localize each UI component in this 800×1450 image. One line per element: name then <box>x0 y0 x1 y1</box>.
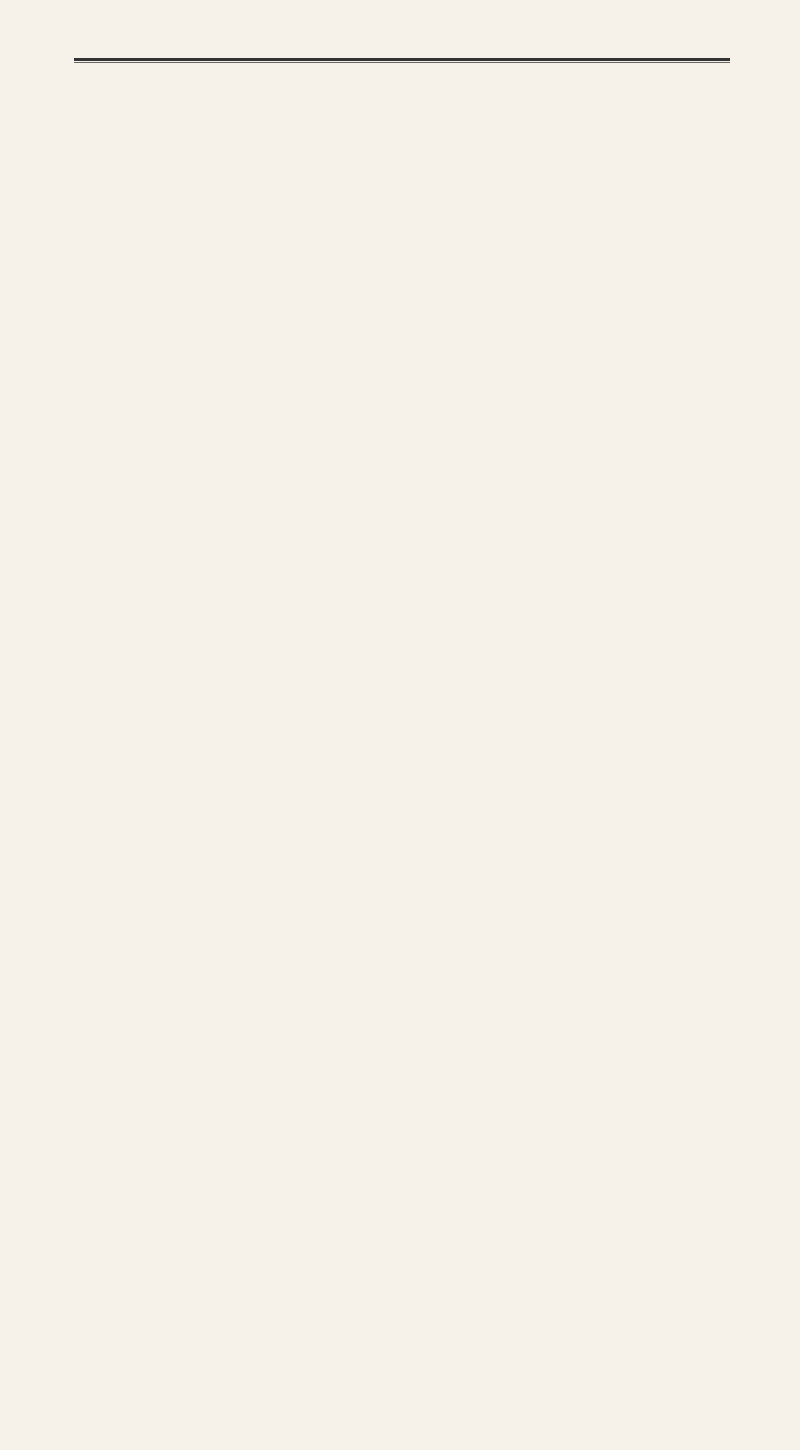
book-page <box>52 18 762 124</box>
body-line-first <box>52 89 762 124</box>
section-rule <box>74 58 730 63</box>
